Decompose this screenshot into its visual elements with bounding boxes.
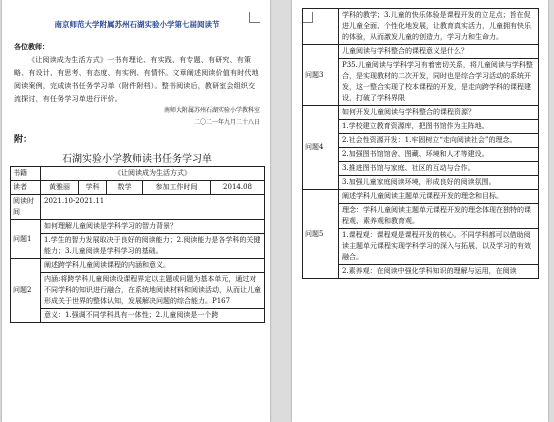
reader-name: 黄雅丽 bbox=[41, 181, 79, 195]
time-label: 阅读时间 bbox=[11, 195, 41, 220]
table-row bbox=[303, 190, 539, 204]
empty-label-cell bbox=[303, 9, 339, 45]
table-row bbox=[11, 181, 265, 195]
table-row bbox=[11, 234, 265, 259]
q2-continued-text: 学科的教学；3.儿童的快乐体验是课程开发的立足点；旨在促进儿童全面、个性化地发展，让教育真实活力，儿童拥有快乐的体验，从而激发儿童的创造力，学习力和生命力。 bbox=[339, 9, 539, 45]
q5-item: 2.素养观：在阅读中强化学科知识的理解与运用，在阅读 bbox=[339, 265, 539, 279]
q1-question: 如何理解儿童阅读是学科学习的智力背景？ bbox=[41, 220, 265, 234]
table-row bbox=[303, 265, 539, 279]
start-value: 2014.08 bbox=[211, 181, 265, 195]
q2-meaning: 意义：1.强调不同学科具有一体性；2.儿童阅读是一个跨 bbox=[41, 309, 265, 323]
notice-title: 南京师范大学附属苏州石湖实验小学第七届阅读节 bbox=[54, 20, 220, 29]
q4-question: 如何开发儿童阅读与学科整合的课程资源？ bbox=[339, 106, 539, 120]
reader-label: 读者 bbox=[11, 181, 41, 195]
notice-date: 二〇二一年九月二十八日 bbox=[193, 119, 260, 126]
table-row bbox=[303, 229, 539, 265]
subject-value: 数学 bbox=[107, 181, 143, 195]
q2-label: 问题2 bbox=[11, 259, 41, 323]
table-row bbox=[303, 176, 539, 190]
table-row bbox=[303, 204, 539, 229]
q3-label: 问题3 bbox=[303, 45, 339, 106]
q1-answer: 1.学生的智力发展取决于良好的阅读能力；2.阅读能力是各学科的关键能力；3.儿童阅读是学科学习的基础。 bbox=[41, 234, 265, 259]
q3-answer: P35.儿童阅读与学科学习有着密切关系，将儿童阅读与学科整合，是实现教材的二次开发，同时也是综合学习活动的系统开发，这一整合实现了校本课程的开发，是走向跨学科的课程建设，打破了学科界限 bbox=[339, 59, 539, 106]
subject-label: 学科 bbox=[79, 181, 107, 195]
q5-concept: 理念：学科儿童阅读主题单元课程开发的理念体现在独特的课程观、素养观和教育观。 bbox=[339, 204, 539, 229]
time-value: 2021.10-2021.11 bbox=[41, 195, 265, 220]
notice-greeting: 各位教师： bbox=[14, 42, 49, 51]
document-page-left bbox=[2, 0, 270, 422]
table-row bbox=[11, 309, 265, 323]
table-row bbox=[11, 195, 265, 220]
table-row bbox=[303, 106, 539, 120]
task-sheet-table bbox=[10, 166, 265, 323]
q2-question: 阐述跨学科儿童阅读课程的内涵和意义。 bbox=[41, 259, 265, 273]
table-row bbox=[303, 9, 539, 45]
document-page-right bbox=[292, 0, 548, 422]
q4-item: 1.学校建立教育资源库，把图书馆作为主阵地。 bbox=[339, 120, 539, 134]
book-title: 《让阅读成为生活方式》 bbox=[41, 167, 265, 181]
q5-item: 1.课程观：课程观是课程开发的核心。不同学科都可以借助阅读主题单元课程实现学科学习的深入与拓展，以及学习的有效融合。 bbox=[339, 229, 539, 265]
table-row bbox=[303, 134, 539, 148]
q2-content: 内涵:将跨学科儿童阅读设课程界定以主题或问题为基本单元，通过对不同学科的知识进行融合，在系统地阅读材料和阅读活动，从而让儿童形成关于世界的整体认知，发展解决问题的综合能力。P167 bbox=[41, 273, 265, 309]
start-label: 参加工作时间 bbox=[143, 181, 211, 195]
table-row bbox=[303, 59, 539, 106]
table-row bbox=[11, 167, 265, 181]
notice-signature: 南师大附属苏州石湖实验小学教科室 bbox=[163, 107, 260, 114]
book-label: 书籍 bbox=[11, 167, 41, 181]
table-row bbox=[11, 220, 265, 234]
table-row bbox=[11, 273, 265, 309]
q5-question: 阐述学科儿童阅读主题单元课程开发的理念和目标。 bbox=[339, 190, 539, 204]
table-row bbox=[303, 148, 539, 162]
task-sheet-table-continued bbox=[302, 8, 539, 279]
notice-body: 《让阅读成为生活方式》一书有理论、有实践、有专题、有研究、有策略、有设计、有思考、有态度、有实例、有情怀。文章阐述阅读价值有时代地阅读案例，完成读书任务学习单（附件附档）。整书阅读后，教研室会组织交流探讨，有任务学习单进行评价。 bbox=[14, 56, 259, 103]
attachment-label: 附： bbox=[14, 135, 33, 145]
table-title: 石湖实验小学教师读书任务学习单 bbox=[62, 154, 212, 165]
table-row bbox=[11, 259, 265, 273]
q1-label: 问题1 bbox=[11, 220, 41, 259]
q4-label: 问题4 bbox=[303, 106, 339, 190]
q3-question: 儿童阅读与学科整合的课程意义是什么？ bbox=[339, 45, 539, 59]
q4-item: 3.推进图书馆与家庭、社区的互动与合作。 bbox=[339, 162, 539, 176]
q4-item: 3.加强儿童家庭阅读环境，形成良好的阅读氛围。 bbox=[339, 176, 539, 190]
table-row bbox=[303, 162, 539, 176]
table-row bbox=[303, 45, 539, 59]
q5-label: 问题5 bbox=[303, 190, 339, 279]
q4-item: 2.社会性资源开发：1.牢固树立“走向阅读社会”的理念。 bbox=[339, 134, 539, 148]
q4-item: 2.加强图书馆馆舍、图藏、环境和人才等建设。 bbox=[339, 148, 539, 162]
table-row bbox=[303, 120, 539, 134]
